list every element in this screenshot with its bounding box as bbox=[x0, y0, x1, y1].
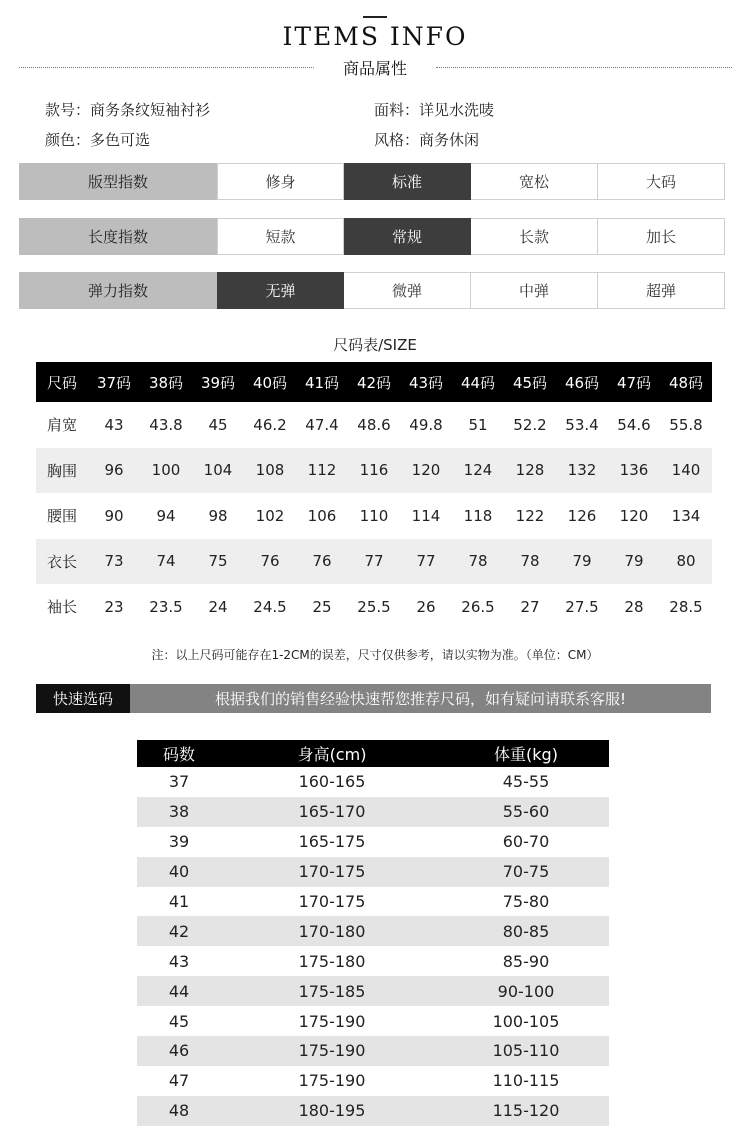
recommendation-table bbox=[137, 740, 609, 1126]
recommendation-row bbox=[137, 887, 609, 917]
index-label: 长度指数 bbox=[19, 218, 217, 255]
recommendation-cell: 175-185 bbox=[298, 981, 366, 1001]
size-table-header-cell: 44码 bbox=[460, 373, 496, 392]
recommendation-cell: 90-100 bbox=[497, 981, 555, 1001]
size-table-cell: 120 bbox=[619, 506, 649, 525]
size-table-cell: 118 bbox=[463, 506, 493, 525]
recommendation-cell: 160-165 bbox=[298, 772, 366, 792]
index-option: 无弹 bbox=[217, 272, 344, 309]
recommendation-cell: 60-70 bbox=[502, 832, 550, 852]
size-table-cell: 108 bbox=[255, 461, 285, 480]
size-table-cell: 28 bbox=[624, 597, 644, 616]
recommendation-cell: 41 bbox=[168, 892, 190, 911]
size-table-row bbox=[36, 539, 712, 585]
recommendation-cell: 48 bbox=[168, 1101, 190, 1121]
recommendation-row bbox=[137, 916, 609, 946]
size-table-cell: 23 bbox=[104, 597, 124, 616]
recommendation-cell: 37 bbox=[168, 772, 190, 792]
size-table-cell: 126 bbox=[567, 506, 597, 525]
recommendation-cell: 43 bbox=[168, 951, 190, 971]
attr-color: 颜色：多色可选 bbox=[45, 131, 151, 149]
size-table-cell: 79 bbox=[572, 552, 592, 571]
size-table-cell: 94 bbox=[156, 506, 176, 525]
recommendation-cell: 55-60 bbox=[502, 802, 550, 822]
size-table-caption: 尺码表/SIZE bbox=[333, 336, 417, 354]
size-table-cell: 116 bbox=[359, 461, 389, 480]
size-table-cell: 79 bbox=[624, 552, 644, 571]
recommendation-cell: 42 bbox=[168, 921, 190, 941]
recommendation-cell: 100-105 bbox=[492, 1011, 560, 1031]
recommendation-cell: 44 bbox=[168, 981, 190, 1001]
recommendation-cell: 38 bbox=[168, 802, 190, 822]
recommendation-row bbox=[137, 767, 609, 797]
recommendation-cell: 70-75 bbox=[502, 862, 550, 882]
size-table-header-cell: 40码 bbox=[252, 373, 288, 392]
size-table-cell: 128 bbox=[515, 461, 545, 480]
size-table-cell: 74 bbox=[156, 552, 176, 571]
size-table-cell: 104 bbox=[203, 461, 233, 480]
size-table-cell: 124 bbox=[463, 461, 493, 480]
recommendation-cell: 75-80 bbox=[502, 892, 550, 911]
size-table-cell: 136 bbox=[619, 461, 649, 480]
size-table-header-cell: 47码 bbox=[616, 373, 652, 392]
quick-select-message: 根据我们的销售经验快速帮您推荐尺码，如有疑问请联系客服! bbox=[214, 690, 627, 708]
recommendation-cell: 165-175 bbox=[298, 832, 366, 852]
recommendation-row bbox=[137, 1006, 609, 1036]
size-table-header-cell: 尺码 bbox=[46, 373, 77, 392]
attr-fabric: 面料：详见水洗唛 bbox=[374, 101, 495, 119]
size-table-cell: 24.5 bbox=[253, 597, 287, 616]
size-table-cell: 102 bbox=[255, 506, 285, 525]
size-table-row-label: 胸围 bbox=[46, 461, 77, 480]
recommendation-cell: 40 bbox=[168, 862, 190, 882]
size-table-cell: 98 bbox=[208, 506, 228, 525]
size-table-cell: 75 bbox=[208, 552, 228, 571]
size-table-cell: 112 bbox=[307, 461, 337, 480]
size-table-header-cell: 45码 bbox=[512, 373, 548, 392]
size-table-cell: 46.2 bbox=[253, 415, 287, 434]
title-top-dash bbox=[363, 16, 387, 18]
quick-select-banner bbox=[36, 684, 711, 713]
recommendation-cell: 85-90 bbox=[502, 951, 550, 971]
size-table-cell: 26.5 bbox=[461, 597, 495, 616]
size-table-cell: 100 bbox=[151, 461, 181, 480]
index-label: 弹力指数 bbox=[19, 272, 217, 309]
recommendation-cell: 170-175 bbox=[298, 892, 366, 911]
quick-select-tag: 快速选码 bbox=[36, 684, 130, 713]
size-table-cell: 27 bbox=[520, 597, 540, 616]
size-table-header-cell: 46码 bbox=[564, 373, 600, 392]
size-table-row-label: 肩宽 bbox=[46, 416, 77, 435]
size-table-cell: 134 bbox=[671, 506, 701, 525]
size-table-header-cell: 43码 bbox=[408, 373, 444, 392]
index-option: 超弹 bbox=[598, 272, 725, 309]
size-table-cell: 90 bbox=[104, 506, 124, 525]
index-row bbox=[19, 272, 731, 309]
size-table-cell: 140 bbox=[671, 461, 701, 480]
index-option: 常规 bbox=[344, 218, 471, 255]
size-table-cell: 120 bbox=[411, 461, 441, 480]
recommendation-cell: 45-55 bbox=[502, 772, 550, 792]
size-table-cell: 106 bbox=[307, 506, 337, 525]
size-table-header-cell: 42码 bbox=[356, 373, 392, 392]
size-table-header-cell: 41码 bbox=[304, 373, 340, 392]
recommendation-cell: 180-195 bbox=[298, 1101, 366, 1121]
index-option: 宽松 bbox=[471, 163, 598, 200]
size-table-cell: 77 bbox=[416, 552, 436, 571]
size-table-cell: 78 bbox=[468, 552, 488, 571]
size-table-row-label: 袖长 bbox=[46, 598, 77, 617]
recommendation-header-cell: 码数 bbox=[162, 745, 195, 764]
recommendation-row bbox=[137, 946, 609, 976]
size-table-row bbox=[36, 448, 712, 494]
recommendation-cell: 115-120 bbox=[492, 1101, 560, 1121]
size-table-cell: 26 bbox=[416, 597, 436, 616]
size-table-cell: 24 bbox=[208, 597, 228, 616]
index-option: 标准 bbox=[344, 163, 471, 200]
title-cn: 商品属性 bbox=[342, 59, 407, 78]
attr-style: 风格：商务休闲 bbox=[374, 131, 480, 149]
size-table-cell: 73 bbox=[104, 552, 124, 571]
recommendation-header-cell: 体重(kg) bbox=[494, 745, 558, 764]
size-table-cell: 45 bbox=[208, 415, 228, 434]
size-table-cell: 28.5 bbox=[669, 597, 703, 616]
size-table-row bbox=[36, 584, 712, 630]
recommendation-cell: 170-180 bbox=[298, 921, 366, 941]
size-table-header-cell: 37码 bbox=[96, 373, 132, 392]
size-table-cell: 53.4 bbox=[565, 415, 599, 434]
size-table-row bbox=[36, 402, 712, 448]
index-option: 微弹 bbox=[344, 272, 471, 309]
recommendation-cell: 39 bbox=[168, 832, 190, 852]
recommendation-header-row bbox=[137, 740, 609, 767]
attr-style-no: 款号：商务条纹短袖衬衫 bbox=[45, 101, 211, 119]
recommendation-cell: 46 bbox=[168, 1041, 190, 1061]
recommendation-row bbox=[137, 1096, 609, 1126]
recommendation-row bbox=[137, 827, 609, 857]
size-table-cell: 54.6 bbox=[617, 415, 651, 434]
size-table-cell: 77 bbox=[364, 552, 384, 571]
size-table-cell: 51 bbox=[468, 415, 488, 434]
size-table-cell: 76 bbox=[260, 552, 280, 571]
recommendation-header-cell: 身高(cm) bbox=[297, 745, 367, 764]
size-table-header-row bbox=[36, 362, 712, 402]
index-option: 中弹 bbox=[471, 272, 598, 309]
size-table-cell: 27.5 bbox=[565, 597, 599, 616]
size-table-cell: 43 bbox=[104, 415, 124, 434]
size-table-cell: 114 bbox=[411, 506, 441, 525]
recommendation-cell: 110-115 bbox=[492, 1071, 560, 1091]
size-table-header-cell: 39码 bbox=[200, 373, 236, 392]
index-option: 修身 bbox=[217, 163, 344, 200]
index-row bbox=[19, 163, 731, 200]
recommendation-cell: 175-190 bbox=[298, 1071, 366, 1091]
size-table-cell: 43.8 bbox=[149, 415, 183, 434]
size-table-cell: 25.5 bbox=[357, 597, 391, 616]
size-table-row-label: 腰围 bbox=[46, 507, 77, 526]
size-table-cell: 48.6 bbox=[357, 415, 391, 434]
title-en: ITEMS INFO bbox=[282, 22, 468, 51]
size-table-cell: 47.4 bbox=[305, 415, 339, 434]
recommendation-cell: 105-110 bbox=[492, 1041, 560, 1061]
index-option: 长款 bbox=[471, 218, 598, 255]
recommendation-cell: 47 bbox=[168, 1071, 190, 1091]
recommendation-row bbox=[137, 1036, 609, 1066]
size-table-header-cell: 38码 bbox=[148, 373, 184, 392]
index-row bbox=[19, 218, 731, 255]
size-table-cell: 132 bbox=[567, 461, 597, 480]
index-label: 版型指数 bbox=[19, 163, 217, 200]
size-table-header-cell: 48码 bbox=[668, 373, 704, 392]
recommendation-row bbox=[137, 1066, 609, 1096]
recommendation-cell: 175-180 bbox=[298, 951, 366, 971]
dotted-divider-right bbox=[436, 67, 732, 68]
recommendation-cell: 175-190 bbox=[298, 1041, 366, 1061]
size-table-row bbox=[36, 493, 712, 539]
size-table-cell: 76 bbox=[312, 552, 332, 571]
index-option: 加长 bbox=[598, 218, 725, 255]
size-table-row-label: 衣长 bbox=[46, 552, 77, 571]
recommendation-cell: 175-190 bbox=[298, 1011, 366, 1031]
recommendation-cell: 45 bbox=[168, 1011, 190, 1031]
size-table-cell: 55.8 bbox=[669, 415, 703, 434]
recommendation-row bbox=[137, 857, 609, 887]
size-table-cell: 52.2 bbox=[513, 415, 547, 434]
recommendation-row bbox=[137, 797, 609, 827]
size-table-cell: 110 bbox=[359, 506, 389, 525]
size-table-cell: 96 bbox=[104, 461, 124, 480]
recommendation-cell: 165-170 bbox=[298, 802, 366, 822]
size-note: 注：以上尺码可能存在1-2CM的误差，尺寸仅供参考，请以实物为准。（单位：CM） bbox=[151, 648, 599, 662]
index-option: 大码 bbox=[598, 163, 725, 200]
recommendation-cell: 170-175 bbox=[298, 862, 366, 882]
size-table-cell: 78 bbox=[520, 552, 540, 571]
size-table-cell: 23.5 bbox=[149, 597, 183, 616]
recommendation-row bbox=[137, 976, 609, 1006]
index-option: 短款 bbox=[217, 218, 344, 255]
dotted-divider-left bbox=[19, 67, 314, 68]
size-table-cell: 122 bbox=[515, 506, 545, 525]
recommendation-cell: 80-85 bbox=[502, 921, 550, 941]
size-table-cell: 49.8 bbox=[409, 415, 443, 434]
size-table-cell: 80 bbox=[676, 552, 696, 571]
size-table bbox=[36, 362, 712, 630]
size-table-cell: 25 bbox=[312, 597, 332, 616]
